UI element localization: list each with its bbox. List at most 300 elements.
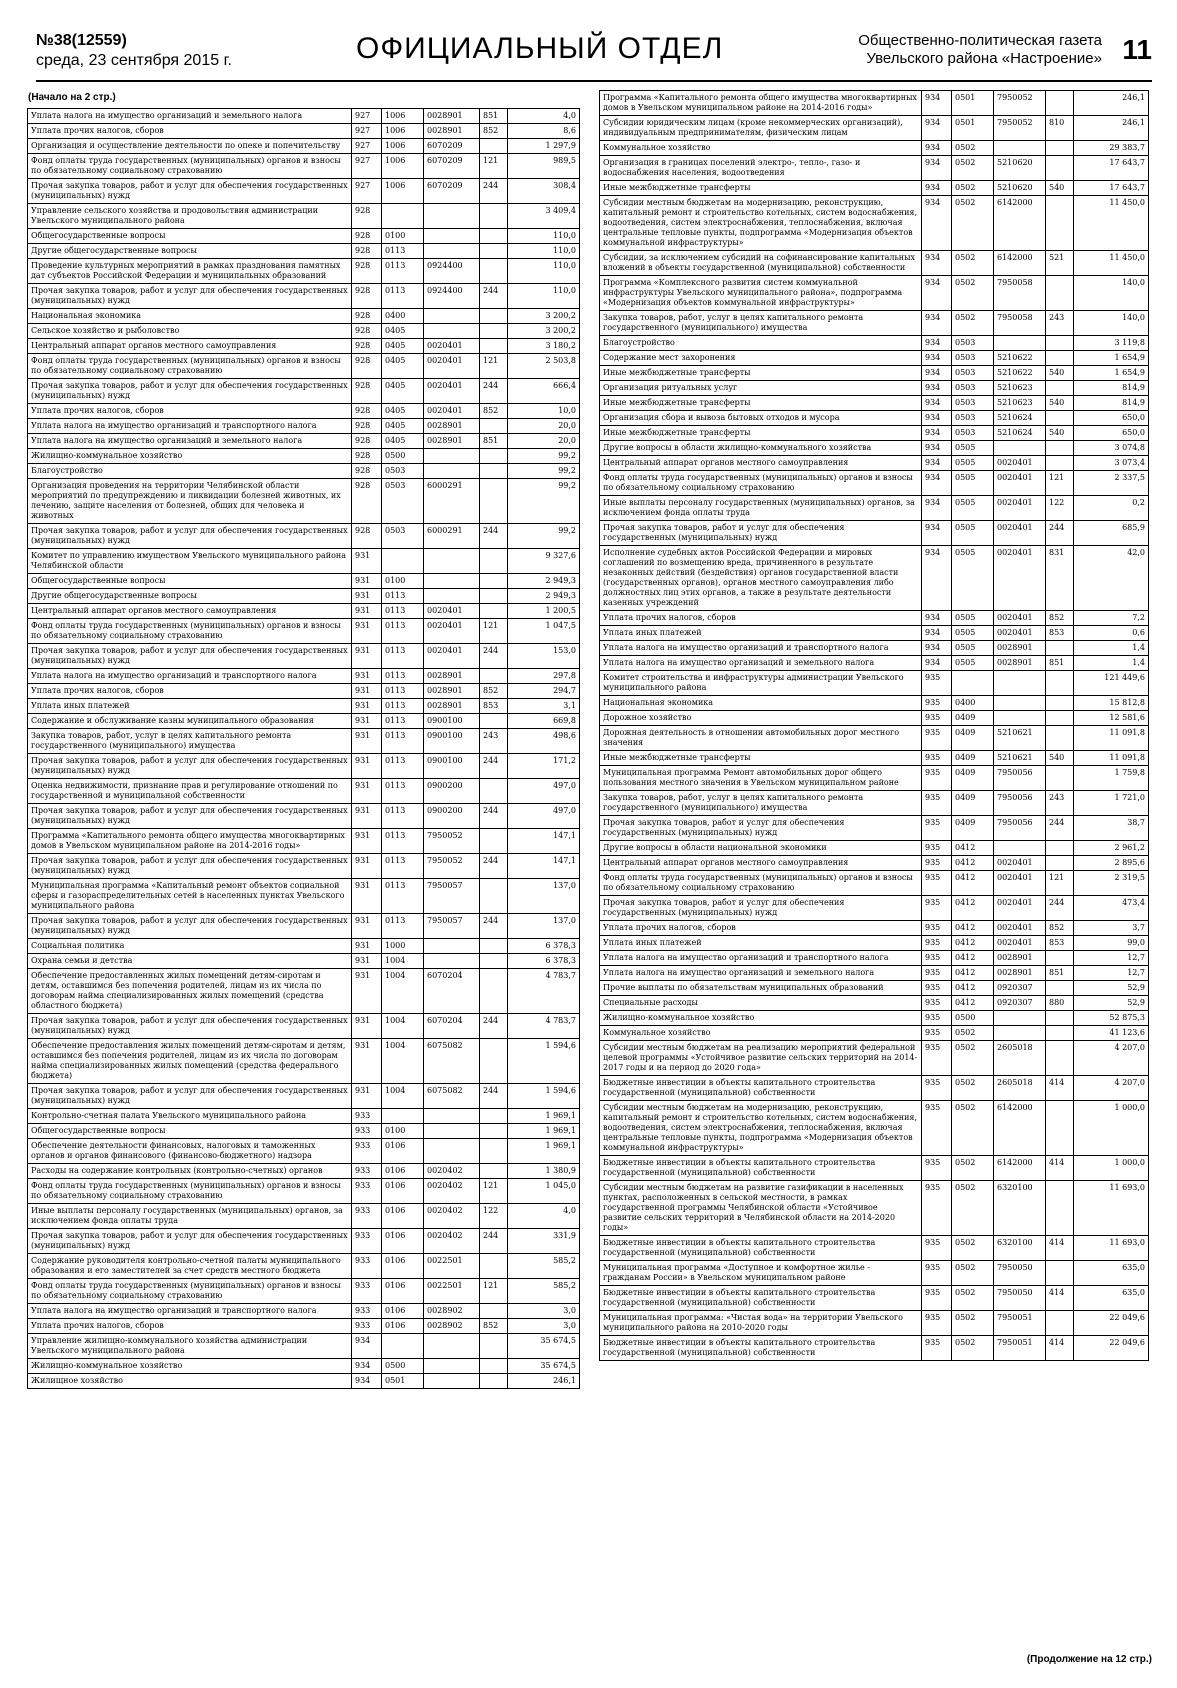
row-target-code <box>424 939 480 954</box>
row-expense-type <box>480 1124 508 1139</box>
row-target-code <box>424 1359 480 1374</box>
row-section-code: 0505 <box>952 626 994 641</box>
row-section-code: 1004 <box>382 1084 424 1109</box>
row-description: Иные межбюджетные трансферты <box>600 181 922 196</box>
row-description: Управление сельского хозяйства и продовольствия администрации Увельского муниципального района <box>28 204 352 229</box>
row-amount: 3,7 <box>1074 921 1149 936</box>
row-section-code: 0405 <box>382 379 424 404</box>
row-amount: 12 581,6 <box>1074 711 1149 726</box>
row-ministry-code: 931 <box>352 604 382 619</box>
row-description: Другие вопросы в области жилищно-коммунального хозяйства <box>600 441 922 456</box>
row-target-code: 0020402 <box>424 1179 480 1204</box>
table-row <box>28 259 580 284</box>
row-target-code: 7950057 <box>424 879 480 914</box>
row-amount: 9 327,6 <box>508 549 580 574</box>
row-description: Обеспечение предоставленных жилых помещений детям-сиротам и детям, оставшимся без попечения родителей, лицам из их числа по договорам найма специализированных жилых помещений (средства областного бюджета) <box>28 969 352 1014</box>
row-target-code: 6000291 <box>424 524 480 549</box>
row-section-code: 1004 <box>382 954 424 969</box>
row-target-code: 5210621 <box>994 751 1046 766</box>
row-ministry-code: 935 <box>922 1101 952 1156</box>
row-expense-type <box>480 879 508 914</box>
table-row <box>28 684 580 699</box>
row-ministry-code: 928 <box>352 464 382 479</box>
row-section-code: 0113 <box>382 684 424 699</box>
row-ministry-code: 934 <box>922 196 952 251</box>
row-expense-type: 852 <box>480 404 508 419</box>
row-section-code: 0106 <box>382 1279 424 1304</box>
row-expense-type: 853 <box>1046 626 1074 641</box>
row-expense-type: 244 <box>480 914 508 939</box>
row-expense-type <box>1046 641 1074 656</box>
row-ministry-code: 927 <box>352 109 382 124</box>
row-ministry-code: 934 <box>922 156 952 181</box>
table-row <box>600 471 1149 496</box>
row-target-code: 0020401 <box>994 496 1046 521</box>
row-section-code: 0106 <box>382 1229 424 1254</box>
row-ministry-code: 928 <box>352 309 382 324</box>
table-row <box>28 729 580 754</box>
table-row <box>600 791 1149 816</box>
table-row <box>600 251 1149 276</box>
row-amount: 1 594,6 <box>508 1039 580 1084</box>
row-expense-type: 244 <box>480 179 508 204</box>
row-amount: 6 378,3 <box>508 954 580 969</box>
row-description: Уплата налога на имущество организаций и земельного налога <box>600 656 922 671</box>
row-description: Иные межбюджетные трансферты <box>600 751 922 766</box>
row-amount: 1 969,1 <box>508 1124 580 1139</box>
table-row <box>28 1204 580 1229</box>
row-expense-type: 852 <box>1046 921 1074 936</box>
table-row <box>28 449 580 464</box>
row-amount: 147,1 <box>508 829 580 854</box>
row-section-code: 0113 <box>382 604 424 619</box>
table-row <box>28 714 580 729</box>
table-row <box>28 879 580 914</box>
row-amount: 153,0 <box>508 644 580 669</box>
row-description: Благоустройство <box>600 336 922 351</box>
table-row <box>28 954 580 969</box>
row-description: Субсидии, за исключением субсидий на софинансирование капитальных вложений в объекты государственной (муниципальной) собственности <box>600 251 922 276</box>
row-section-code: 0503 <box>382 479 424 524</box>
row-section-code: 0502 <box>952 1076 994 1101</box>
row-target-code: 0020401 <box>994 521 1046 546</box>
row-target-code: 5210624 <box>994 426 1046 441</box>
row-description: Субсидии местным бюджетам на развитие газификации в населенных пунктах, расположенных в сельской местности, в рамках государственной программы Челябинской области «Устойчивое развитие сельских территорий в Челябинской области на 2014-2020 годы» <box>600 1181 922 1236</box>
row-description: Уплата иных платежей <box>28 699 352 714</box>
row-target-code: 0028901 <box>994 656 1046 671</box>
row-amount: 11 693,0 <box>1074 1236 1149 1261</box>
row-amount: 246,1 <box>1074 91 1149 116</box>
row-description: Муниципальная программа: «Чистая вода» на территории Увельского муниципального района на 2010-2020 годы <box>600 1311 922 1336</box>
row-section-code: 0502 <box>952 1336 994 1361</box>
row-section-code: 0113 <box>382 854 424 879</box>
row-target-code: 0022501 <box>424 1254 480 1279</box>
table-row <box>28 589 580 604</box>
row-target-code: 0020401 <box>994 456 1046 471</box>
table-row <box>28 284 580 309</box>
row-amount: 17 643,7 <box>1074 181 1149 196</box>
row-expense-type <box>1046 1041 1074 1076</box>
table-row <box>28 779 580 804</box>
row-target-code: 5210623 <box>994 396 1046 411</box>
row-expense-type: 244 <box>480 379 508 404</box>
row-target-code <box>424 574 480 589</box>
row-target-code: 0028901 <box>994 951 1046 966</box>
row-expense-type: 810 <box>1046 116 1074 141</box>
row-amount: 110,0 <box>508 284 580 309</box>
row-target-code <box>424 244 480 259</box>
table-row <box>600 856 1149 871</box>
row-section-code: 0113 <box>382 669 424 684</box>
row-section-code: 0500 <box>382 449 424 464</box>
row-description: Бюджетные инвестиции в объекты капитального строительства государственной (муниципальной) собственности <box>600 1286 922 1311</box>
row-section-code: 0113 <box>382 779 424 804</box>
row-target-code: 7950052 <box>424 829 480 854</box>
row-target-code: 0020401 <box>994 936 1046 951</box>
row-amount: 140,0 <box>1074 276 1149 311</box>
row-target-code: 5210622 <box>994 366 1046 381</box>
row-expense-type: 244 <box>480 1229 508 1254</box>
row-expense-type: 121 <box>1046 471 1074 496</box>
row-expense-type: 540 <box>1046 426 1074 441</box>
row-ministry-code: 935 <box>922 1236 952 1261</box>
row-section-code: 0502 <box>952 1026 994 1041</box>
table-row <box>28 379 580 404</box>
row-expense-type <box>480 324 508 339</box>
row-section-code: 0502 <box>952 196 994 251</box>
row-expense-type: 121 <box>480 619 508 644</box>
row-section-code: 0501 <box>952 116 994 141</box>
table-row <box>28 549 580 574</box>
table-row <box>600 1236 1149 1261</box>
row-target-code: 6142000 <box>994 1156 1046 1181</box>
row-ministry-code: 934 <box>922 366 952 381</box>
row-section-code: 0505 <box>952 641 994 656</box>
row-target-code: 0028901 <box>424 419 480 434</box>
row-expense-type: 414 <box>1046 1286 1074 1311</box>
row-expense-type <box>480 1139 508 1164</box>
row-ministry-code: 928 <box>352 339 382 354</box>
row-expense-type <box>480 449 508 464</box>
row-section-code: 0405 <box>382 324 424 339</box>
row-ministry-code: 935 <box>922 816 952 841</box>
table-row <box>600 426 1149 441</box>
row-section-code: 1006 <box>382 109 424 124</box>
row-description: Прочая закупка товаров, работ и услуг для обеспечения государственных (муниципальных) нужд <box>28 914 352 939</box>
row-expense-type <box>480 1304 508 1319</box>
row-target-code: 0924400 <box>424 259 480 284</box>
row-description: Дорожное хозяйство <box>600 711 922 726</box>
row-expense-type: 244 <box>480 854 508 879</box>
row-amount: 1 000,0 <box>1074 1101 1149 1156</box>
row-ministry-code: 931 <box>352 854 382 879</box>
row-description: Центральный аппарат органов местного самоуправления <box>600 856 922 871</box>
row-expense-type <box>1046 1181 1074 1236</box>
row-target-code: 0020401 <box>994 856 1046 871</box>
row-section-code: 0409 <box>952 791 994 816</box>
row-ministry-code: 934 <box>352 1359 382 1374</box>
row-amount: 297,8 <box>508 669 580 684</box>
row-expense-type: 244 <box>480 754 508 779</box>
row-ministry-code: 935 <box>922 896 952 921</box>
row-expense-type: 121 <box>480 1179 508 1204</box>
table-row <box>600 1286 1149 1311</box>
row-description: Прочая закупка товаров, работ и услуг для обеспечения государственных (муниципальных) нужд <box>600 816 922 841</box>
table-row <box>600 871 1149 896</box>
row-target-code: 0900100 <box>424 729 480 754</box>
row-amount: 1 759,8 <box>1074 766 1149 791</box>
row-section-code: 0502 <box>952 156 994 181</box>
row-description: Субсидии местным бюджетам на модернизацию, реконструкцию, капитальный ремонт и строительство котельных, систем водоснабжения, водоотведения, систем электроснабжения, теплоснабжения, включая центральные тепловые пункты, подпрограмма «Модернизация объектов коммунальной инфраструктуры» <box>600 196 922 251</box>
row-expense-type <box>1046 1311 1074 1336</box>
row-description: Организация и осуществление деятельности по опеке и попечительству <box>28 139 352 154</box>
row-description: Уплата прочих налогов, сборов <box>28 124 352 139</box>
row-section-code: 0405 <box>382 419 424 434</box>
table-row <box>28 574 580 589</box>
row-ministry-code: 931 <box>352 729 382 754</box>
row-description: Бюджетные инвестиции в объекты капитального строительства государственной (муниципальной) собственности <box>600 1156 922 1181</box>
row-description: Уплата налога на имущество организаций и земельного налога <box>600 966 922 981</box>
row-section-code: 0505 <box>952 456 994 471</box>
table-row <box>600 936 1149 951</box>
row-ministry-code: 927 <box>352 179 382 204</box>
row-target-code: 0020401 <box>994 871 1046 896</box>
row-amount: 41 123,6 <box>1074 1026 1149 1041</box>
row-description: Муниципальная программа Ремонт автомобильных дорог общего пользования местного значения в Увельском муниципальном районе <box>600 766 922 791</box>
row-expense-type: 414 <box>1046 1336 1074 1361</box>
table-row <box>28 139 580 154</box>
row-expense-type <box>480 204 508 229</box>
row-section-code: 0503 <box>952 336 994 351</box>
row-expense-type <box>1046 696 1074 711</box>
row-amount: 7,2 <box>1074 611 1149 626</box>
row-expense-type <box>1046 951 1074 966</box>
row-expense-type: 244 <box>480 284 508 309</box>
row-target-code <box>424 229 480 244</box>
row-amount: 10,0 <box>508 404 580 419</box>
row-target-code <box>424 1109 480 1124</box>
row-section-code: 0412 <box>952 856 994 871</box>
row-section-code: 0503 <box>952 381 994 396</box>
table-row <box>28 179 580 204</box>
row-expense-type <box>1046 381 1074 396</box>
row-expense-type: 853 <box>1046 936 1074 951</box>
table-row <box>600 626 1149 641</box>
row-target-code <box>424 589 480 604</box>
row-description: Уплата налога на имущество организаций и земельного налога <box>28 109 352 124</box>
row-description: Бюджетные инвестиции в объекты капитального строительства государственной (муниципальной) собственности <box>600 1336 922 1361</box>
row-ministry-code: 935 <box>922 856 952 871</box>
row-description: Благоустройство <box>28 464 352 479</box>
row-section-code: 0505 <box>952 521 994 546</box>
row-target-code <box>994 141 1046 156</box>
row-description: Прочая закупка товаров, работ и услуг для обеспечения государственных (муниципальных) нужд <box>28 179 352 204</box>
right-budget-table <box>599 90 1149 1361</box>
row-section-code: 0503 <box>952 411 994 426</box>
row-amount: 35 674,5 <box>508 1334 580 1359</box>
row-section-code: 0113 <box>382 244 424 259</box>
row-section-code: 0502 <box>952 1041 994 1076</box>
row-expense-type: 243 <box>480 729 508 754</box>
row-description: Фонд оплаты труда государственных (муниципальных) органов и взносы по обязательному социальному страхованию <box>600 871 922 896</box>
row-expense-type <box>480 669 508 684</box>
row-amount: 1 969,1 <box>508 1109 580 1124</box>
row-amount: 3,0 <box>508 1304 580 1319</box>
row-expense-type <box>1046 841 1074 856</box>
page-header <box>36 28 1152 82</box>
row-section-code: 0502 <box>952 1261 994 1286</box>
row-section-code: 0409 <box>952 751 994 766</box>
row-section-code: 0113 <box>382 699 424 714</box>
row-amount: 3,0 <box>508 1319 580 1334</box>
row-section-code: 0106 <box>382 1179 424 1204</box>
table-row <box>600 711 1149 726</box>
table-row <box>600 411 1149 426</box>
row-expense-type: 243 <box>1046 311 1074 336</box>
row-ministry-code: 933 <box>352 1179 382 1204</box>
row-target-code: 6070204 <box>424 1014 480 1039</box>
row-expense-type <box>1046 1101 1074 1156</box>
row-ministry-code: 935 <box>922 921 952 936</box>
row-ministry-code: 931 <box>352 879 382 914</box>
table-row <box>600 1041 1149 1076</box>
row-description: Другие вопросы в области национальной экономики <box>600 841 922 856</box>
row-target-code <box>994 671 1046 696</box>
row-amount: 1 200,5 <box>508 604 580 619</box>
row-target-code: 0920307 <box>994 996 1046 1011</box>
row-ministry-code: 933 <box>352 1279 382 1304</box>
row-description: Программа «Капитального ремонта общего имущества многоквартирных домов в Увельском муниципальном районе на 2014-2016 годы» <box>28 829 352 854</box>
row-amount: 12,7 <box>1074 951 1149 966</box>
row-description: Закупка товаров, работ, услуг в целях капитального ремонта государственного (муниципального) имущества <box>600 791 922 816</box>
row-target-code: 7950051 <box>994 1311 1046 1336</box>
row-description: Уплата налога на имущество организаций и транспортного налога <box>600 641 922 656</box>
row-section-code: 0503 <box>952 396 994 411</box>
row-description: Уплата налога на имущество организаций и транспортного налога <box>600 951 922 966</box>
row-expense-type: 122 <box>480 1204 508 1229</box>
row-expense-type <box>1046 156 1074 181</box>
row-description: Иные выплаты персоналу государственных (муниципальных) органов, за исключением фонда оплаты труда <box>28 1204 352 1229</box>
row-description: Социальная политика <box>28 939 352 954</box>
row-ministry-code: 933 <box>352 1124 382 1139</box>
row-target-code: 6142000 <box>994 196 1046 251</box>
table-row <box>28 464 580 479</box>
row-expense-type <box>1046 726 1074 751</box>
row-section-code: 0405 <box>382 354 424 379</box>
row-description: Контрольно-счетная палата Увельского муниципального района <box>28 1109 352 1124</box>
row-section-code <box>382 549 424 574</box>
row-expense-type: 414 <box>1046 1156 1074 1181</box>
table-row <box>28 309 580 324</box>
row-section-code: 0505 <box>952 656 994 671</box>
row-amount: 4 207,0 <box>1074 1041 1149 1076</box>
row-section-code: 0409 <box>952 711 994 726</box>
row-amount: 3 073,4 <box>1074 456 1149 471</box>
row-description: Расходы на содержание контрольных (контрольно-счетных) органов <box>28 1164 352 1179</box>
row-target-code: 0020401 <box>994 471 1046 496</box>
table-row <box>600 546 1149 611</box>
row-description: Уплата прочих налогов, сборов <box>28 404 352 419</box>
table-row <box>600 1101 1149 1156</box>
table-row <box>600 611 1149 626</box>
row-description: Жилищно-коммунальное хозяйство <box>28 1359 352 1374</box>
row-target-code: 7950058 <box>994 276 1046 311</box>
row-section-code: 0409 <box>952 816 994 841</box>
row-target-code <box>424 324 480 339</box>
row-amount: 1 047,5 <box>508 619 580 644</box>
table-row <box>600 311 1149 336</box>
row-ministry-code: 934 <box>922 116 952 141</box>
row-description: Прочая закупка товаров, работ и услуг для обеспечения государственных (муниципальных) нужд <box>28 284 352 309</box>
row-target-code: 5210624 <box>994 411 1046 426</box>
row-ministry-code: 928 <box>352 449 382 464</box>
row-expense-type: 851 <box>1046 656 1074 671</box>
table-row <box>600 641 1149 656</box>
row-target-code: 0028901 <box>994 641 1046 656</box>
row-ministry-code: 935 <box>922 791 952 816</box>
row-target-code <box>994 696 1046 711</box>
row-amount: 497,0 <box>508 804 580 829</box>
row-expense-type <box>480 1334 508 1359</box>
row-ministry-code: 935 <box>922 1311 952 1336</box>
row-section-code: 0100 <box>382 574 424 589</box>
row-amount: 4,0 <box>508 109 580 124</box>
row-ministry-code: 934 <box>352 1374 382 1389</box>
row-ministry-code: 928 <box>352 379 382 404</box>
row-amount: 2 337,5 <box>1074 471 1149 496</box>
row-section-code: 1006 <box>382 124 424 139</box>
row-amount: 121 449,6 <box>1074 671 1149 696</box>
table-row <box>28 939 580 954</box>
row-amount: 0,6 <box>1074 626 1149 641</box>
row-section-code: 0502 <box>952 1181 994 1236</box>
row-amount: 635,0 <box>1074 1286 1149 1311</box>
row-target-code <box>424 954 480 969</box>
row-target-code <box>424 1334 480 1359</box>
row-section-code: 0113 <box>382 644 424 669</box>
row-description: Организация в границах поселений электро-, тепло-, газо- и водоснабжения населения, водоотведения <box>600 156 922 181</box>
table-row <box>28 1139 580 1164</box>
row-amount: 99,2 <box>508 449 580 464</box>
row-amount: 3 119,8 <box>1074 336 1149 351</box>
row-expense-type: 122 <box>1046 496 1074 521</box>
row-description: Организация ритуальных услуг <box>600 381 922 396</box>
table-row <box>28 1084 580 1109</box>
row-expense-type <box>480 549 508 574</box>
row-ministry-code: 928 <box>352 354 382 379</box>
row-target-code: 0028901 <box>424 669 480 684</box>
row-target-code: 0020401 <box>424 339 480 354</box>
row-description: Программа «Комплексного развития систем коммунальной инфраструктуры Увельского муниципального района», подпрограмма «Модернизация объектов коммунальной инфраструктуры» <box>600 276 922 311</box>
row-target-code: 7950057 <box>424 914 480 939</box>
row-section-code: 1006 <box>382 154 424 179</box>
row-target-code: 7950051 <box>994 1336 1046 1361</box>
row-target-code: 0020401 <box>424 604 480 619</box>
row-section-code: 0113 <box>382 754 424 779</box>
row-amount: 814,9 <box>1074 381 1149 396</box>
row-section-code: 0409 <box>952 766 994 791</box>
row-target-code: 0028901 <box>994 966 1046 981</box>
row-target-code <box>424 1374 480 1389</box>
row-section-code: 0505 <box>952 471 994 496</box>
row-amount: 1 654,9 <box>1074 366 1149 381</box>
row-amount: 11 450,0 <box>1074 196 1149 251</box>
row-amount: 52,9 <box>1074 996 1149 1011</box>
row-section-code: 1006 <box>382 139 424 154</box>
table-row <box>600 1336 1149 1361</box>
table-row <box>28 1254 580 1279</box>
row-expense-type <box>480 829 508 854</box>
